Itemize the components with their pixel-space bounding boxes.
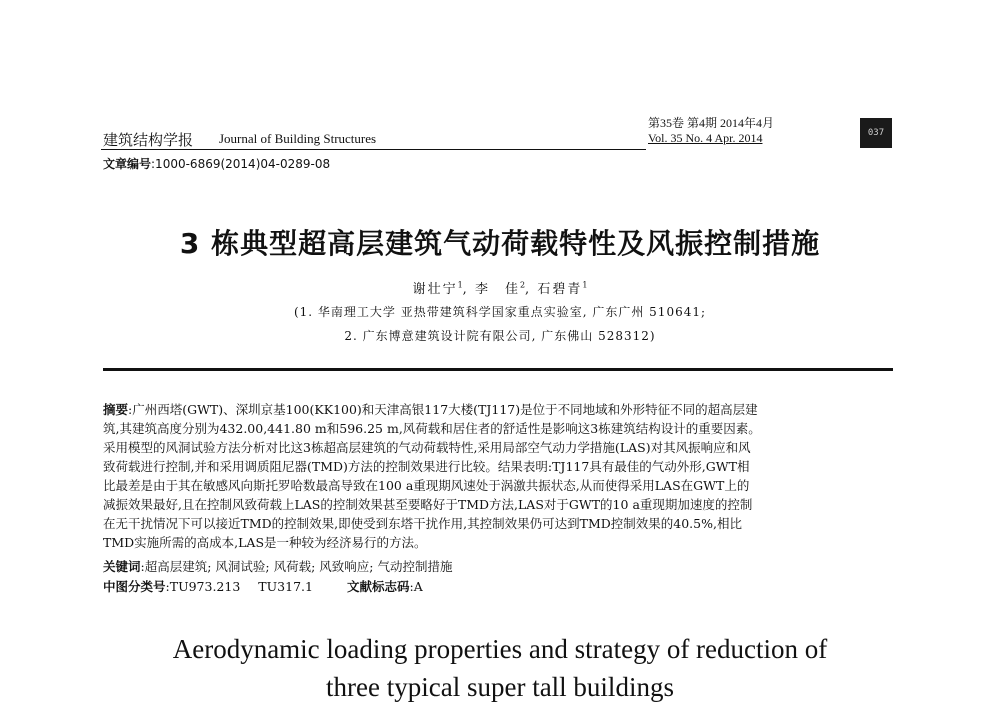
abstract-line: 比最差是由于其在敏感风向斯托罗哈数最高导致在100 a重现期风速处于涡激共振状态,从而使得采用LAS在GWT上的 bbox=[103, 478, 750, 493]
article-number-label: 文章编号 bbox=[103, 157, 152, 171]
abstract-line: 在无干扰情况下可以接近TMD的控制效果,即使受到东塔干扰作用,其控制效果仍可达到TMD控制效果的40.5%,相比 bbox=[103, 516, 742, 531]
clc-value: :TU973.213 bbox=[165, 579, 241, 594]
author-2: 李 佳 bbox=[474, 282, 520, 297]
abstract-line: 摘要:广州西塔(GWT)、深圳京基100(KK100)和天津高银117大楼(TJ117)是位于不同地域和外形特征不同的超高层建 bbox=[103, 402, 758, 417]
author-2-affil: 2 bbox=[519, 280, 526, 290]
abstract-line: 筑,其建筑高度分别为432.00,441.80 m和596.25 m,风荷载和居住者的舒适性是影响这3栋建筑结构设计的重要因素。 bbox=[103, 421, 761, 436]
paper-title-en-line2: three typical super tall buildings bbox=[326, 672, 674, 702]
abstract-line: 减振效果最好,且在控制风致荷载上LAS的控制效果甚至要略好于TMD方法,LAS对于GWT的10 a重现期加速度的控制 bbox=[103, 497, 753, 512]
issue-info-cn: 第35卷 第4期 2014年4月 bbox=[648, 116, 775, 130]
clc-label: 中图分类号 bbox=[103, 579, 166, 594]
page-number-badge: 037 bbox=[860, 118, 892, 148]
article-number-value: :1000-6869(2014)04-0289-08 bbox=[151, 157, 331, 171]
keywords-value: :超高层建筑; 风洞试验; 风荷载; 风致响应; 气动控制措施 bbox=[140, 559, 453, 574]
issue-info bbox=[648, 116, 774, 146]
keywords-label: 关键词 bbox=[103, 559, 141, 574]
header-rule bbox=[101, 149, 646, 150]
author-3-affil: 1 bbox=[582, 280, 588, 290]
author-1-affil: 1 bbox=[457, 280, 463, 290]
affiliation-1: (1. 华南理工大学 亚热带建筑科学国家重点实验室, 广东广州 510641; bbox=[293, 305, 707, 319]
author-list: 谢壮宁$^1$, 李 佳$^2$, 石碧青$^1$ bbox=[412, 280, 588, 297]
abstract-line: TMD实施所需的高成本,LAS是一种较为经济易行的方法。 bbox=[103, 535, 427, 550]
journal-name-en: Journal of Building Structures bbox=[219, 131, 377, 146]
article-number bbox=[103, 155, 330, 172]
issue-info-en: Vol. 35 No. 4 Apr. 2014 bbox=[648, 131, 763, 145]
abstract-label: 摘要 bbox=[103, 402, 129, 417]
author-1: 谢壮宁 bbox=[412, 282, 458, 297]
abstract-line: 采用模型的风洞试验方法分析对比这3栋超高层建筑的气动荷载特性,采用局部空气动力学措施(LAS)对其风振响应和风 bbox=[103, 440, 751, 455]
affiliation-2: 2. 广东博意建筑设计院有限公司, 广东佛山 528312) bbox=[344, 329, 656, 343]
clc-value-2: TU317.1 bbox=[258, 579, 313, 594]
paper-title-en-line1: Aerodynamic loading properties and strategy of reduction of bbox=[172, 634, 828, 664]
keywords bbox=[103, 557, 452, 575]
journal-name-cn: 建筑结构学报 bbox=[103, 131, 194, 149]
section-divider bbox=[103, 368, 893, 371]
doc-code-label: 文献标志码 bbox=[346, 579, 410, 594]
paper-title-cn: 3 栋典型超高层建筑气动荷载特性及风振控制措施 bbox=[179, 227, 821, 260]
classification bbox=[103, 577, 423, 595]
abstract bbox=[103, 400, 895, 552]
paper-title-en bbox=[0, 630, 1000, 706]
author-3: 石碧青 bbox=[537, 282, 583, 297]
doc-code-value: :A bbox=[409, 579, 423, 594]
abstract-line: 致荷载进行控制,并和采用调质阻尼器(TMD)方法的控制效果进行比较。结果表明:TJ117具有最佳的气动外形,GWT相 bbox=[103, 459, 750, 474]
